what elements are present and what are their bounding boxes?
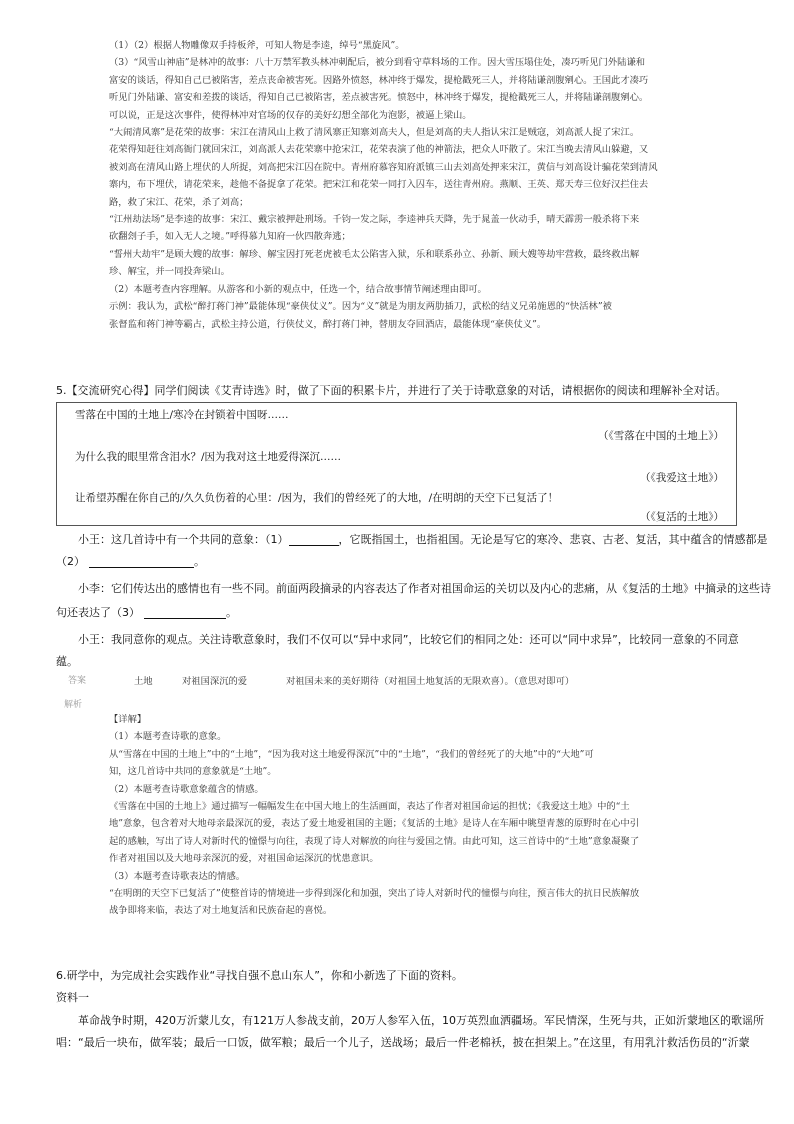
analysis-line: （1）本题考查诗歌的意象。 (109, 731, 227, 743)
explanation-line: 富安的谈话，得知自己已被陷害，差点丧命被害死。因路外愤怒，林冲终于爆发，提枪戳死三人，并将陆谦剖腹剜心。王国此才凑巧 (109, 74, 649, 86)
answer-blank-3[interactable] (144, 604, 226, 619)
analysis-line: 知，这几首诗中共同的意象就是“土地”。 (109, 766, 277, 778)
period: 。 (194, 555, 205, 568)
explanation-line: 听见门外陆谦、富安和差拨的谈话，得知自己已被陷害，差点被害死。愤怒中，林冲终于爆发，提枪戳死三人，并将陆谦剖腹剜心。 (109, 92, 649, 104)
previous-question-explanation (109, 37, 719, 333)
answer-row (64, 673, 744, 687)
material-line: 革命战争时期，420万沂蒙儿女，有121万人参战支前，20万人参军入伍，10万英烈血洒疆场。军民情深，生死与共，正如沂蒙地区的歌谣所 (78, 1014, 764, 1027)
analysis-line: 从“雪落在中国的土地上”中的“土地”，“因为我对这土地爱得深沉”中的“土地”，“我们的曾经死了的大地”中的“大地”可 (109, 748, 594, 760)
explanation-line: （1）（2）根据人物雕像双手持板斧，可知人物是李逵，绰号“黑旋风”。 (109, 40, 405, 51)
explanation-line: 砍翻刽子手，如入无人之境。”呼得慕九知府一伙四散奔逃； (109, 231, 351, 243)
answer-3: 对祖国未来的美好期待（对祖国土地复活的无限欢喜）。（意思对即可） (286, 676, 575, 687)
explanation-line: 可以说，正是这次事件，使得林冲对官场的仅存的美好幻想全部化为泡影，被逼上梁山。 (109, 109, 472, 121)
question-6-title: 6.研学中，为完成社会实践作业“寻找自强不息山东人”，你和小新选了下面的资料。 (56, 969, 463, 982)
question-5-analysis (109, 711, 719, 920)
dialogue-text: （2） (56, 555, 85, 568)
material-text (56, 1010, 764, 1054)
poem-card (56, 402, 737, 526)
dialogue-text: 小李：它们传达出的感情也有一些不同。前面两段摘录的内容表达了作者对祖国命运的关切以及内心的悲痛，从《复活的土地》中摘录的这些诗 (78, 582, 771, 595)
explanation-line: “大闹清风寨”是花荣的故事：宋江在清风山上救了清风寨正知寨刘高夫人，但是刘高的夫人指认宋江是贼寇，刘高派人捉了宋江。 (109, 127, 640, 139)
analysis-label: 解析 (64, 700, 83, 710)
analysis-line: 【详解】 (109, 714, 147, 725)
explanation-line: “江州劫法场”是李逵的故事：宋江、戴宗被押赴刑场。千钧一发之际，李逵神兵天降，先于晁盖一伙动手，晴天霹雳一般杀将下来 (109, 214, 640, 226)
card-source: （《我爱这土地》） (640, 472, 724, 484)
material-line: 唱：“最后一块布，做军装；最后一口饭，做军粮；最后一个儿子，送战场；最后一件老棉袄，披在担架上。”在这里，有用乳汁救活伤员的“沂蒙 (56, 1036, 750, 1049)
analysis-line: 起的感触，写出了诗人对新时代的憧憬与向往，表现了诗人对解放的向往与爱国之情。由此可知，这三首诗中的“土地”意象凝聚了 (109, 835, 640, 847)
period: 。 (226, 606, 237, 619)
answer-1: 土地 (134, 676, 153, 687)
answer-blank-2[interactable] (89, 553, 194, 568)
explanation-line: 路，救了宋江、花荣，杀了刘高； (109, 196, 249, 208)
card-line: 为什么我的眼里常含泪水？/因为我对这土地爱得深沉…… (75, 451, 342, 463)
explanation-line: “誓州大劫牢”是顾大嫂的故事：解珍、解宝因打死老虎被毛太公陷害入狱，乐和联系孙立、孙新、顾大嫂等劫牢营救，最终救出解 (109, 248, 640, 260)
analysis-line: 《雪落在中国的土地上》通过描写一幅幅发生在中国大地上的生活画面，表达了作者对祖国命运的担忧；《我爱这土地》中的“土 (109, 801, 630, 813)
answer-2: 对祖国深沉的爱 (182, 676, 248, 687)
dialogue-text: 小王：这几首诗中有一个共同的意象：（1） (78, 533, 289, 546)
question-5-dialogue (56, 529, 771, 673)
explanation-line: 寨内，布下埋伏，请花荣来，趁他不备捉拿了花荣。把宋江和花荣一同打入囚车，送往青州府。燕顺、王英、郑天寿三位好汉拦住去 (109, 179, 649, 191)
explanation-line: 花荣得知赶往刘高衙门就回宋江，刘高派人去花荣寨中抢宋江，花荣表演了他的神箭法，把众人吓散了。宋江当晚去清风山躲避，又 (109, 144, 649, 156)
question-5-title: 5.【交流研究心得】同学们阅读《艾青诗选》时，做了下面的积累卡片，并进行了关于诗歌意象的对话，请根据你的阅读和理解补全对话。 (56, 384, 727, 397)
analysis-line: 战争即将来临，表达了对土地复活和民族奋起的喜悦。 (109, 905, 333, 917)
card-source: （《雪落在中国的土地上》） (598, 430, 724, 442)
dialogue-text: 小王：我同意你的观点。关注诗歌意象时，我们不仅可以“异中求同”，比较它们的相同之处：还可以“同中求异”，比较同一意象的不同意 (78, 633, 739, 646)
explanation-line: 示例：我认为，武松“醉打蒋门神”最能体现“豪侠仗义”。因为“义”就是为朋友两肋插刀，武松的结义兄弟施恩的“快活林”被 (109, 301, 612, 313)
card-source: （《复活的土地》） (640, 511, 724, 523)
dialogue-text: 句还表达了（3） (56, 606, 140, 619)
explanation-line: （2）本题考查内容理解。从游客和小新的观点中，任选一个，结合故事情节阐述理由即可。 (109, 283, 487, 295)
explanation-line: 张督监和蒋门神等霸占，武松主持公道，行侠仗义，醉打蒋门神，替朋友夺回酒店，最能体现“豪侠仗义”。 (109, 318, 547, 330)
material-label: 资料一 (56, 991, 89, 1004)
answer-blank-1[interactable] (289, 531, 339, 546)
card-line: 雪落在中国的土地上/寒冷在封锁着中国呀…… (75, 409, 289, 421)
explanation-line: （3）“风雪山神庙”是林冲的故事：八十万禁军教头林冲刺配后，被分到看守草料场的工作。因大雪压塌住处，凑巧听见门外陆谦和 (109, 57, 646, 69)
analysis-line: （2）本题考查诗歌意象蕴含的情感。 (109, 783, 264, 795)
analysis-line: “在明朗的天空下已复活了”使整首诗的情境进一步得到深化和加强，突出了诗人对新时代的憧憬与向往，预言伟大的抗日民族解放 (109, 888, 640, 900)
answer-label: 答案 (68, 676, 87, 686)
dialogue-text: 蕴。 (56, 655, 78, 668)
explanation-line: 被刘高在清风山路上埋伏的人所捉，刘高把宋江囚在院中。青州府慕容知府派镇三山去刘高处押来宋江，黄信与刘高设计骗花荣到清风 (109, 161, 658, 173)
dialogue-text: ，它既指国土，也指祖国。无论是写它的寒冷、悲哀、古老、复活，其中蕴含的情感都是 (338, 533, 768, 546)
analysis-line: 地”意象，包含着对大地母亲最深沉的爱，表达了爱土地爱祖国的主题；《复活的土地》是诗人在车厢中眺望青葱的原野时在心中引 (109, 818, 640, 830)
analysis-line: 作者对祖国以及大地母亲深沉的爱，对祖国命运深沉的忧患意识。 (109, 853, 379, 865)
card-line: 让希望苏醒在你自己的/久久负伤着的心里：/因为，我们的曾经死了的大地，/在明朗的天空下已复活了！ (75, 492, 559, 504)
explanation-line: 珍、解宝，并一同投奔梁山。 (109, 266, 230, 278)
analysis-line: （3）本题考查诗歌表达的情感。 (109, 870, 246, 882)
